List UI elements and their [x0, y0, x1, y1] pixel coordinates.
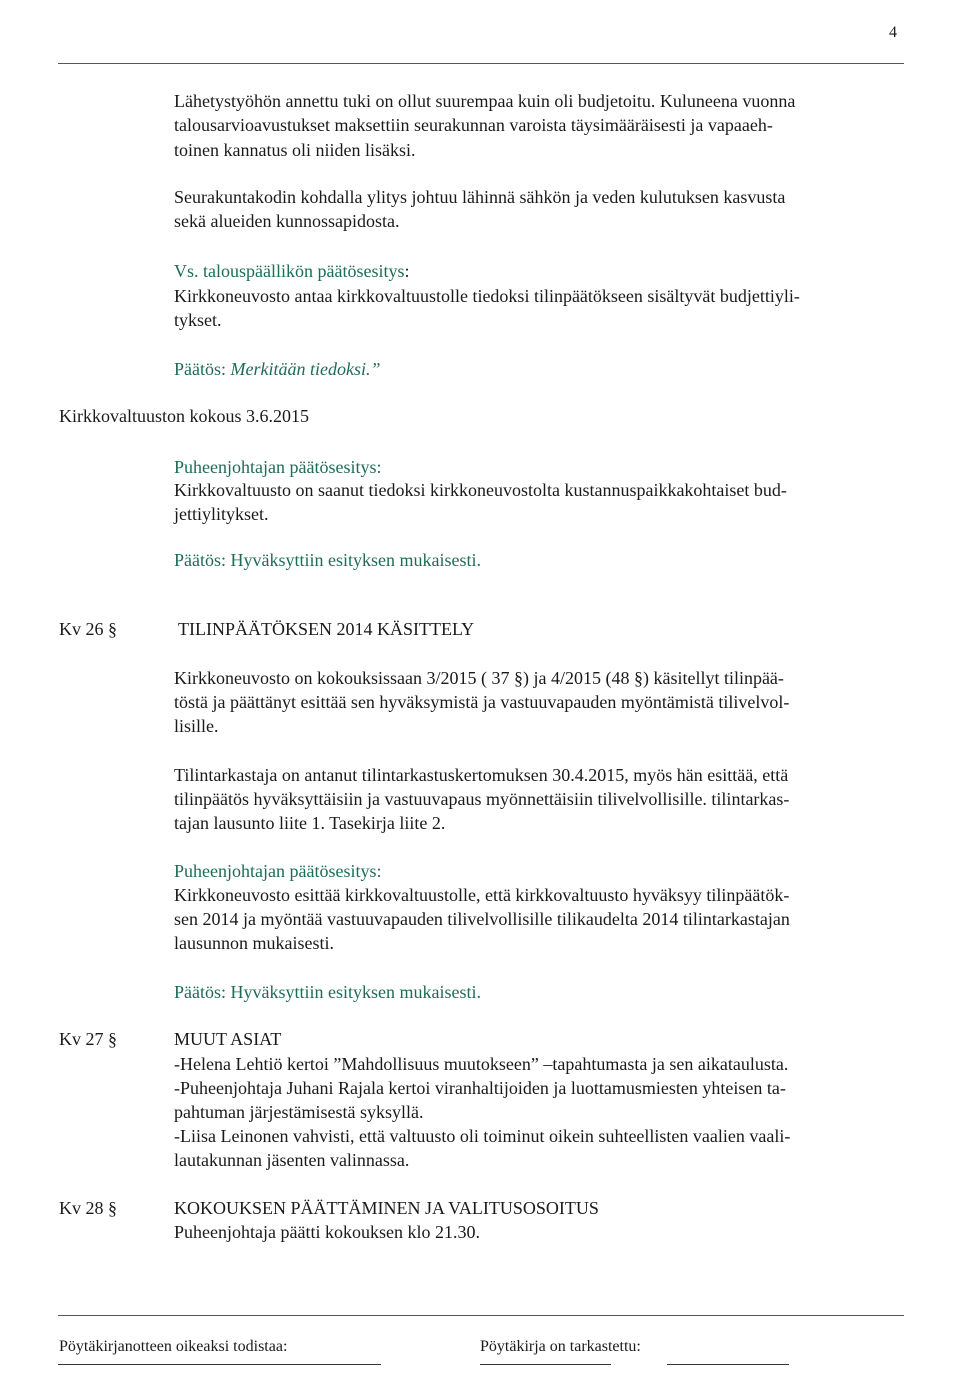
vs-proposal-heading-colon: : [404, 261, 410, 281]
signature-line-left [58, 1364, 381, 1365]
decision-text: Hyväksyttiin esityksen mukaisesti. [226, 550, 481, 570]
kv26-chair-heading: Puheenjohtajan päätösesitys: [174, 861, 382, 881]
page-number: 4 [889, 24, 897, 41]
kv26-chair-line-3: lausunnon mukaisesti. [174, 933, 334, 953]
vs-proposal-line-2: tykset. [174, 310, 222, 330]
chair-proposal-1-heading: Puheenjohtajan päätösesitys: [174, 457, 382, 477]
kv26-para1-line-1: Kirkkoneuvosto on kokouksissaan 3/2015 ( 37 §) ja 4/2015 (48 §) käsitellyt tilinpää- [174, 668, 784, 688]
decision-text: Hyväksyttiin esityksen mukaisesti. [226, 982, 481, 1002]
kv26-para2-line-1: Tilintarkastaja on antanut tilintarkastuskertomuksen 30.4.2015, myös hän esittää, että [174, 765, 789, 785]
kv26-para2-line-2: tilinpäätös hyväksyttäisiin ja vastuuvapaus myönnettäisiin tilivelvollisille. tilintarkas- [174, 789, 790, 809]
intro-line-3: toinen kannatus oli niiden lisäksi. [174, 140, 416, 160]
kv27-line-4: -Liisa Leinonen vahvisti, että valtuusto oli toiminut oikein suhteellisten vaalien vaali- [174, 1126, 791, 1146]
chair-proposal-1-line-1: Kirkkovaltuusto on saanut tiedoksi kirkkoneuvostolta kustannuspaikkakohtaiset bud- [174, 480, 787, 500]
kv26-decision [174, 980, 481, 1004]
seurakuntakoti-line-1: Seurakuntakodin kohdalla ylitys johtuu lähinnä sähkön ja veden kulutuksen kasvusta [174, 187, 786, 207]
intro-line-2: talousarvioavustukset maksettiin seurakunnan varoista täysimääräisesti ja vapaaeh- [174, 115, 773, 135]
kv26-para1-line-2: töstä ja päättänyt esittää sen hyväksymistä ja vastuuvapauden myöntämistä tilivelvol- [174, 692, 790, 712]
seurakuntakoti-line-2: sekä alueiden kunnossapidosta. [174, 211, 400, 231]
kv26-number: Kv 26 § [59, 619, 117, 639]
kv28-number: Kv 28 § [59, 1198, 117, 1218]
kv27-line-2: -Puheenjohtaja Juhani Rajala kertoi viranhaltijoiden ja luottamusmiesten yhteisen ta- [174, 1078, 786, 1098]
header-rule [58, 63, 904, 64]
kv26-chair-line-1: Kirkkoneuvosto esittää kirkkovaltuustolle, että kirkkovaltuusto hyväksyy tilinpäätök- [174, 885, 790, 905]
kv27-line-5: lautakunnan jäsenten valinnassa. [174, 1150, 410, 1170]
kv27-line-3: pahtuman järjestämisestä syksyllä. [174, 1102, 424, 1122]
footer-right-label: Pöytäkirja on tarkastettu: [480, 1338, 641, 1355]
kv26-chair-line-2: sen 2014 ja myöntää vastuuvapauden tilivelvollisille tilikaudelta 2014 tilintarkastajan [174, 909, 790, 929]
kv27-number: Kv 27 § [59, 1029, 117, 1049]
kv26-para2-line-3: tajan lausunto liite 1. Tasekirja liite 2. [174, 813, 446, 833]
kv26-title: TILINPÄÄTÖKSEN 2014 KÄSITTELY [178, 619, 475, 639]
vs-proposal-heading [174, 259, 409, 283]
meeting-title: Kirkkovaltuuston kokous 3.6.2015 [59, 406, 309, 426]
chair-proposal-1-line-2: jettiylitykset. [174, 504, 269, 524]
vs-decision-text: Merkitään tiedoksi.” [226, 359, 381, 379]
kv28-title: KOKOUKSEN PÄÄTTÄMINEN JA VALITUSOSOITUS [174, 1198, 599, 1218]
footer-rule [58, 1315, 904, 1316]
vs-proposal-heading-text: Vs. talouspäällikön päätösesitys [174, 261, 405, 281]
signature-line-right-1 [480, 1364, 611, 1365]
vs-decision-label: Päätös: [174, 359, 226, 379]
chair-proposal-1-decision [174, 548, 481, 572]
kv28-line: Puheenjohtaja päätti kokouksen klo 21.30. [174, 1222, 480, 1242]
kv27-title: MUUT ASIAT [174, 1029, 282, 1049]
vs-decision [174, 357, 380, 381]
kv26-para1-line-3: lisille. [174, 716, 219, 736]
footer-left-label: Pöytäkirjanotteen oikeaksi todistaa: [59, 1338, 288, 1355]
intro-line-1: Lähetystyöhön annettu tuki on ollut suurempaa kuin oli budjetoitu. Kuluneena vuonna [174, 91, 796, 111]
decision-label: Päätös: [174, 550, 226, 570]
decision-label: Päätös: [174, 982, 226, 1002]
vs-proposal-line-1: Kirkkoneuvosto antaa kirkkovaltuustolle tiedoksi tilinpäätökseen sisältyvät budjettiyli- [174, 286, 800, 306]
signature-line-right-2 [667, 1364, 789, 1365]
kv27-line-1: -Helena Lehtiö kertoi ”Mahdollisuus muutokseen” –tapahtumasta ja sen aikataulusta. [174, 1054, 789, 1074]
